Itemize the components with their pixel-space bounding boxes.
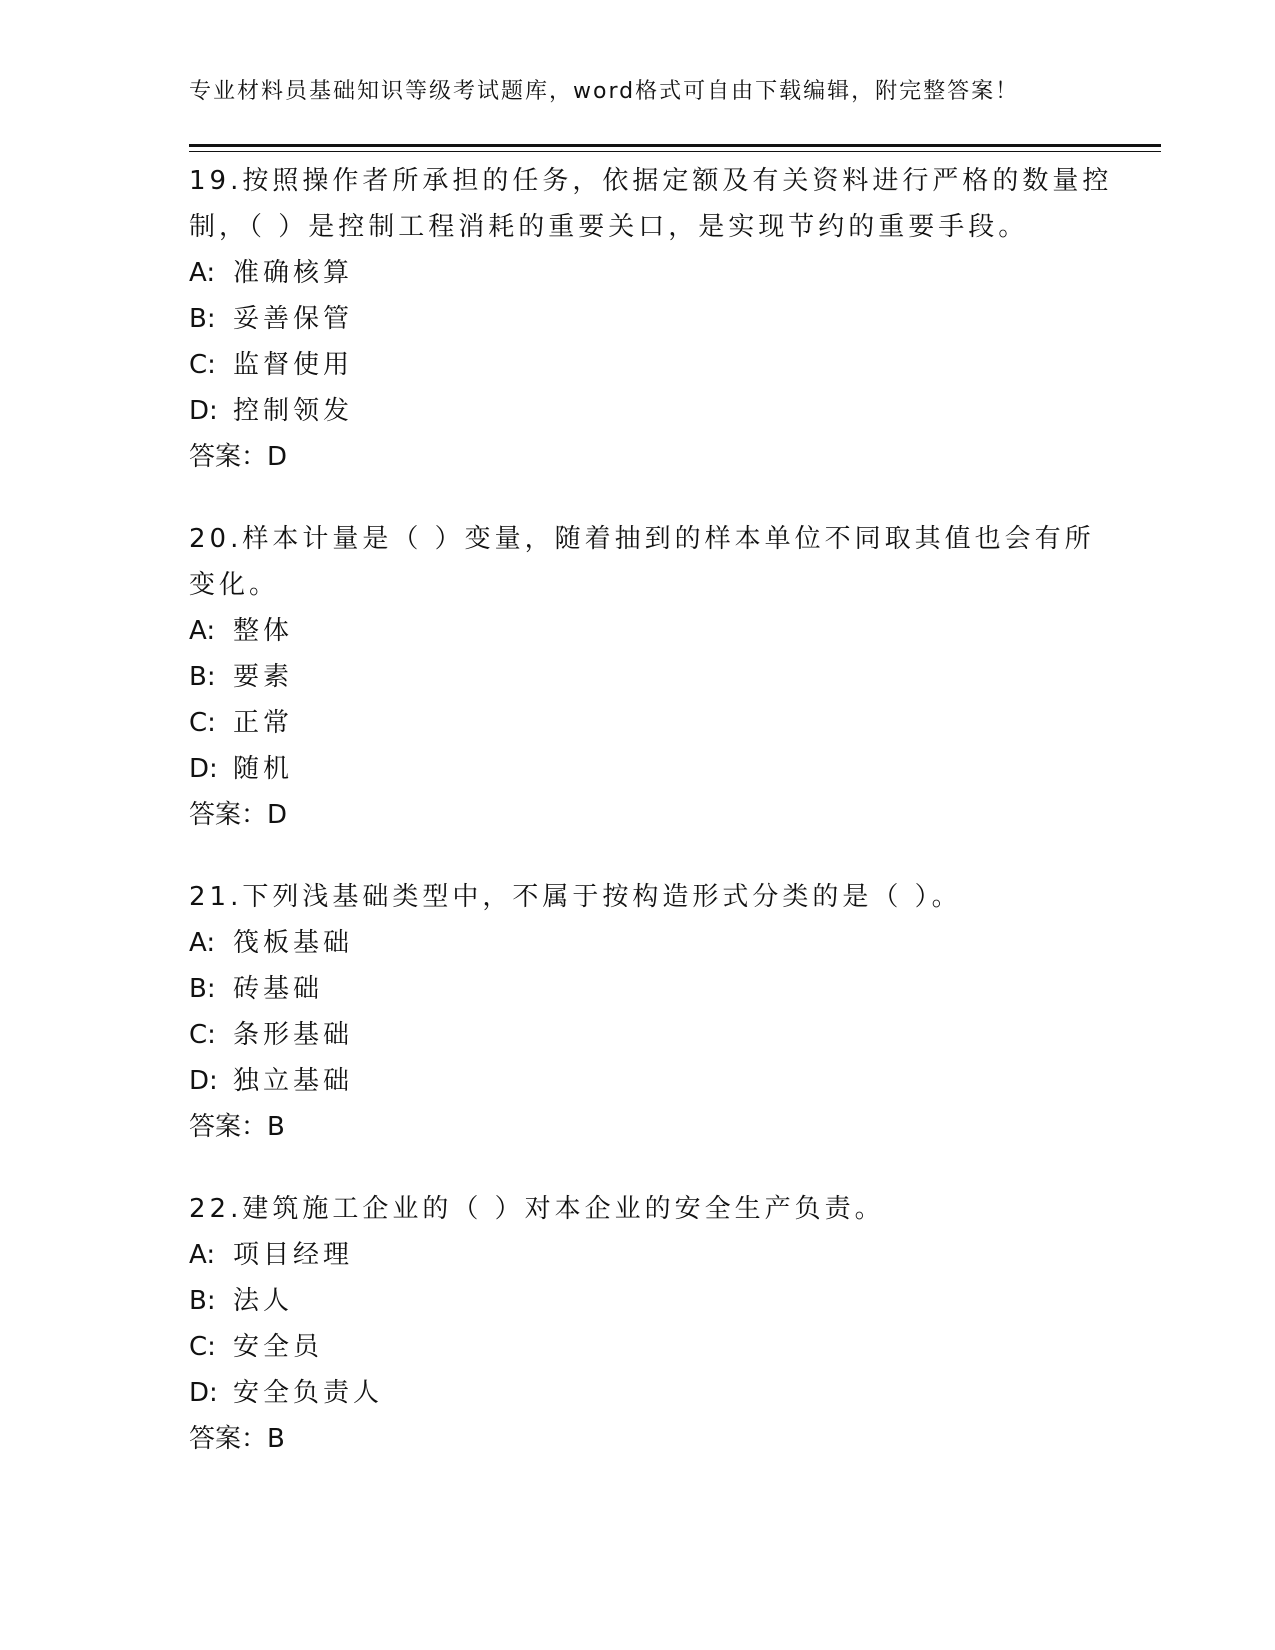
option-key: A: xyxy=(189,258,216,288)
option-text: 条形基础 xyxy=(233,1020,354,1050)
option-key: A: xyxy=(189,1240,216,1270)
option-c xyxy=(189,342,1089,388)
option-text: 要素 xyxy=(233,662,294,692)
option-key: C: xyxy=(189,350,216,380)
option-text: 整体 xyxy=(233,616,294,646)
question-text: 22.建筑施工企业的（ ）对本企业的安全生产负责。 xyxy=(189,1194,885,1224)
option-b xyxy=(189,966,1089,1012)
question-text: 21.下列浅基础类型中，不属于按构造形式分类的是（ ）。 xyxy=(189,882,962,912)
answer-line: 答案：B xyxy=(189,1424,285,1454)
option-key: D: xyxy=(189,1066,218,1096)
option-c xyxy=(189,700,1089,746)
option-text: 正常 xyxy=(233,708,294,738)
option-key: B: xyxy=(189,974,216,1004)
option-text: 项目经理 xyxy=(233,1240,354,1270)
question-text: 20.样本计量是（ ）变量，随着抽到的样本单位不同取其值也会有所 xyxy=(189,524,1095,554)
option-c xyxy=(189,1324,1089,1370)
page-header: 专业材料员基础知识等级考试题库，word格式可自由下载编辑，附完整答案！ xyxy=(189,79,1020,104)
option-key: D: xyxy=(189,754,218,784)
question-text: 19.按照操作者所承担的任务，依据定额及有关资料进行严格的数量控 xyxy=(189,166,1113,196)
option-key: B: xyxy=(189,662,216,692)
option-text: 砖基础 xyxy=(233,974,324,1004)
option-d xyxy=(189,1058,1089,1104)
answer-line: 答案：D xyxy=(189,442,288,472)
option-a xyxy=(189,1232,1089,1278)
option-d xyxy=(189,388,1089,434)
option-key: A: xyxy=(189,928,216,958)
option-key: D: xyxy=(189,396,218,426)
option-key: C: xyxy=(189,1020,216,1050)
question-list xyxy=(189,158,1113,1498)
option-b xyxy=(189,1278,1089,1324)
option-text: 监督使用 xyxy=(233,350,354,380)
question-19 xyxy=(189,158,1113,480)
question-22 xyxy=(189,1186,1089,1462)
answer-line: 答案：B xyxy=(189,1112,285,1142)
option-text: 准确核算 xyxy=(233,258,354,288)
option-d xyxy=(189,1370,1089,1416)
option-text: 随机 xyxy=(233,754,294,784)
option-key: C: xyxy=(189,708,216,738)
option-c xyxy=(189,1012,1089,1058)
option-key: B: xyxy=(189,1286,216,1316)
option-text: 控制领发 xyxy=(233,396,354,426)
question-text: 制，（ ）是控制工程消耗的重要关口，是实现节约的重要手段。 xyxy=(189,212,1029,242)
option-text: 法人 xyxy=(233,1286,294,1316)
option-b xyxy=(189,654,1089,700)
option-a xyxy=(189,250,1089,296)
question-20 xyxy=(189,516,1095,838)
answer-line: 答案：D xyxy=(189,800,288,830)
header-divider-thick xyxy=(189,144,1161,147)
option-text: 安全负责人 xyxy=(233,1378,384,1408)
option-b xyxy=(189,296,1089,342)
option-d xyxy=(189,746,1089,792)
option-text: 妥善保管 xyxy=(233,304,354,334)
option-text: 筏板基础 xyxy=(233,928,354,958)
option-key: B: xyxy=(189,304,216,334)
option-a xyxy=(189,608,1089,654)
question-text: 变化。 xyxy=(189,570,280,600)
option-text: 独立基础 xyxy=(233,1066,354,1096)
option-key: A: xyxy=(189,616,216,646)
option-key: D: xyxy=(189,1378,218,1408)
option-text: 安全员 xyxy=(233,1332,324,1362)
option-a xyxy=(189,920,1089,966)
header-divider-thin xyxy=(189,151,1161,152)
question-21 xyxy=(189,874,1089,1150)
option-key: C: xyxy=(189,1332,216,1362)
